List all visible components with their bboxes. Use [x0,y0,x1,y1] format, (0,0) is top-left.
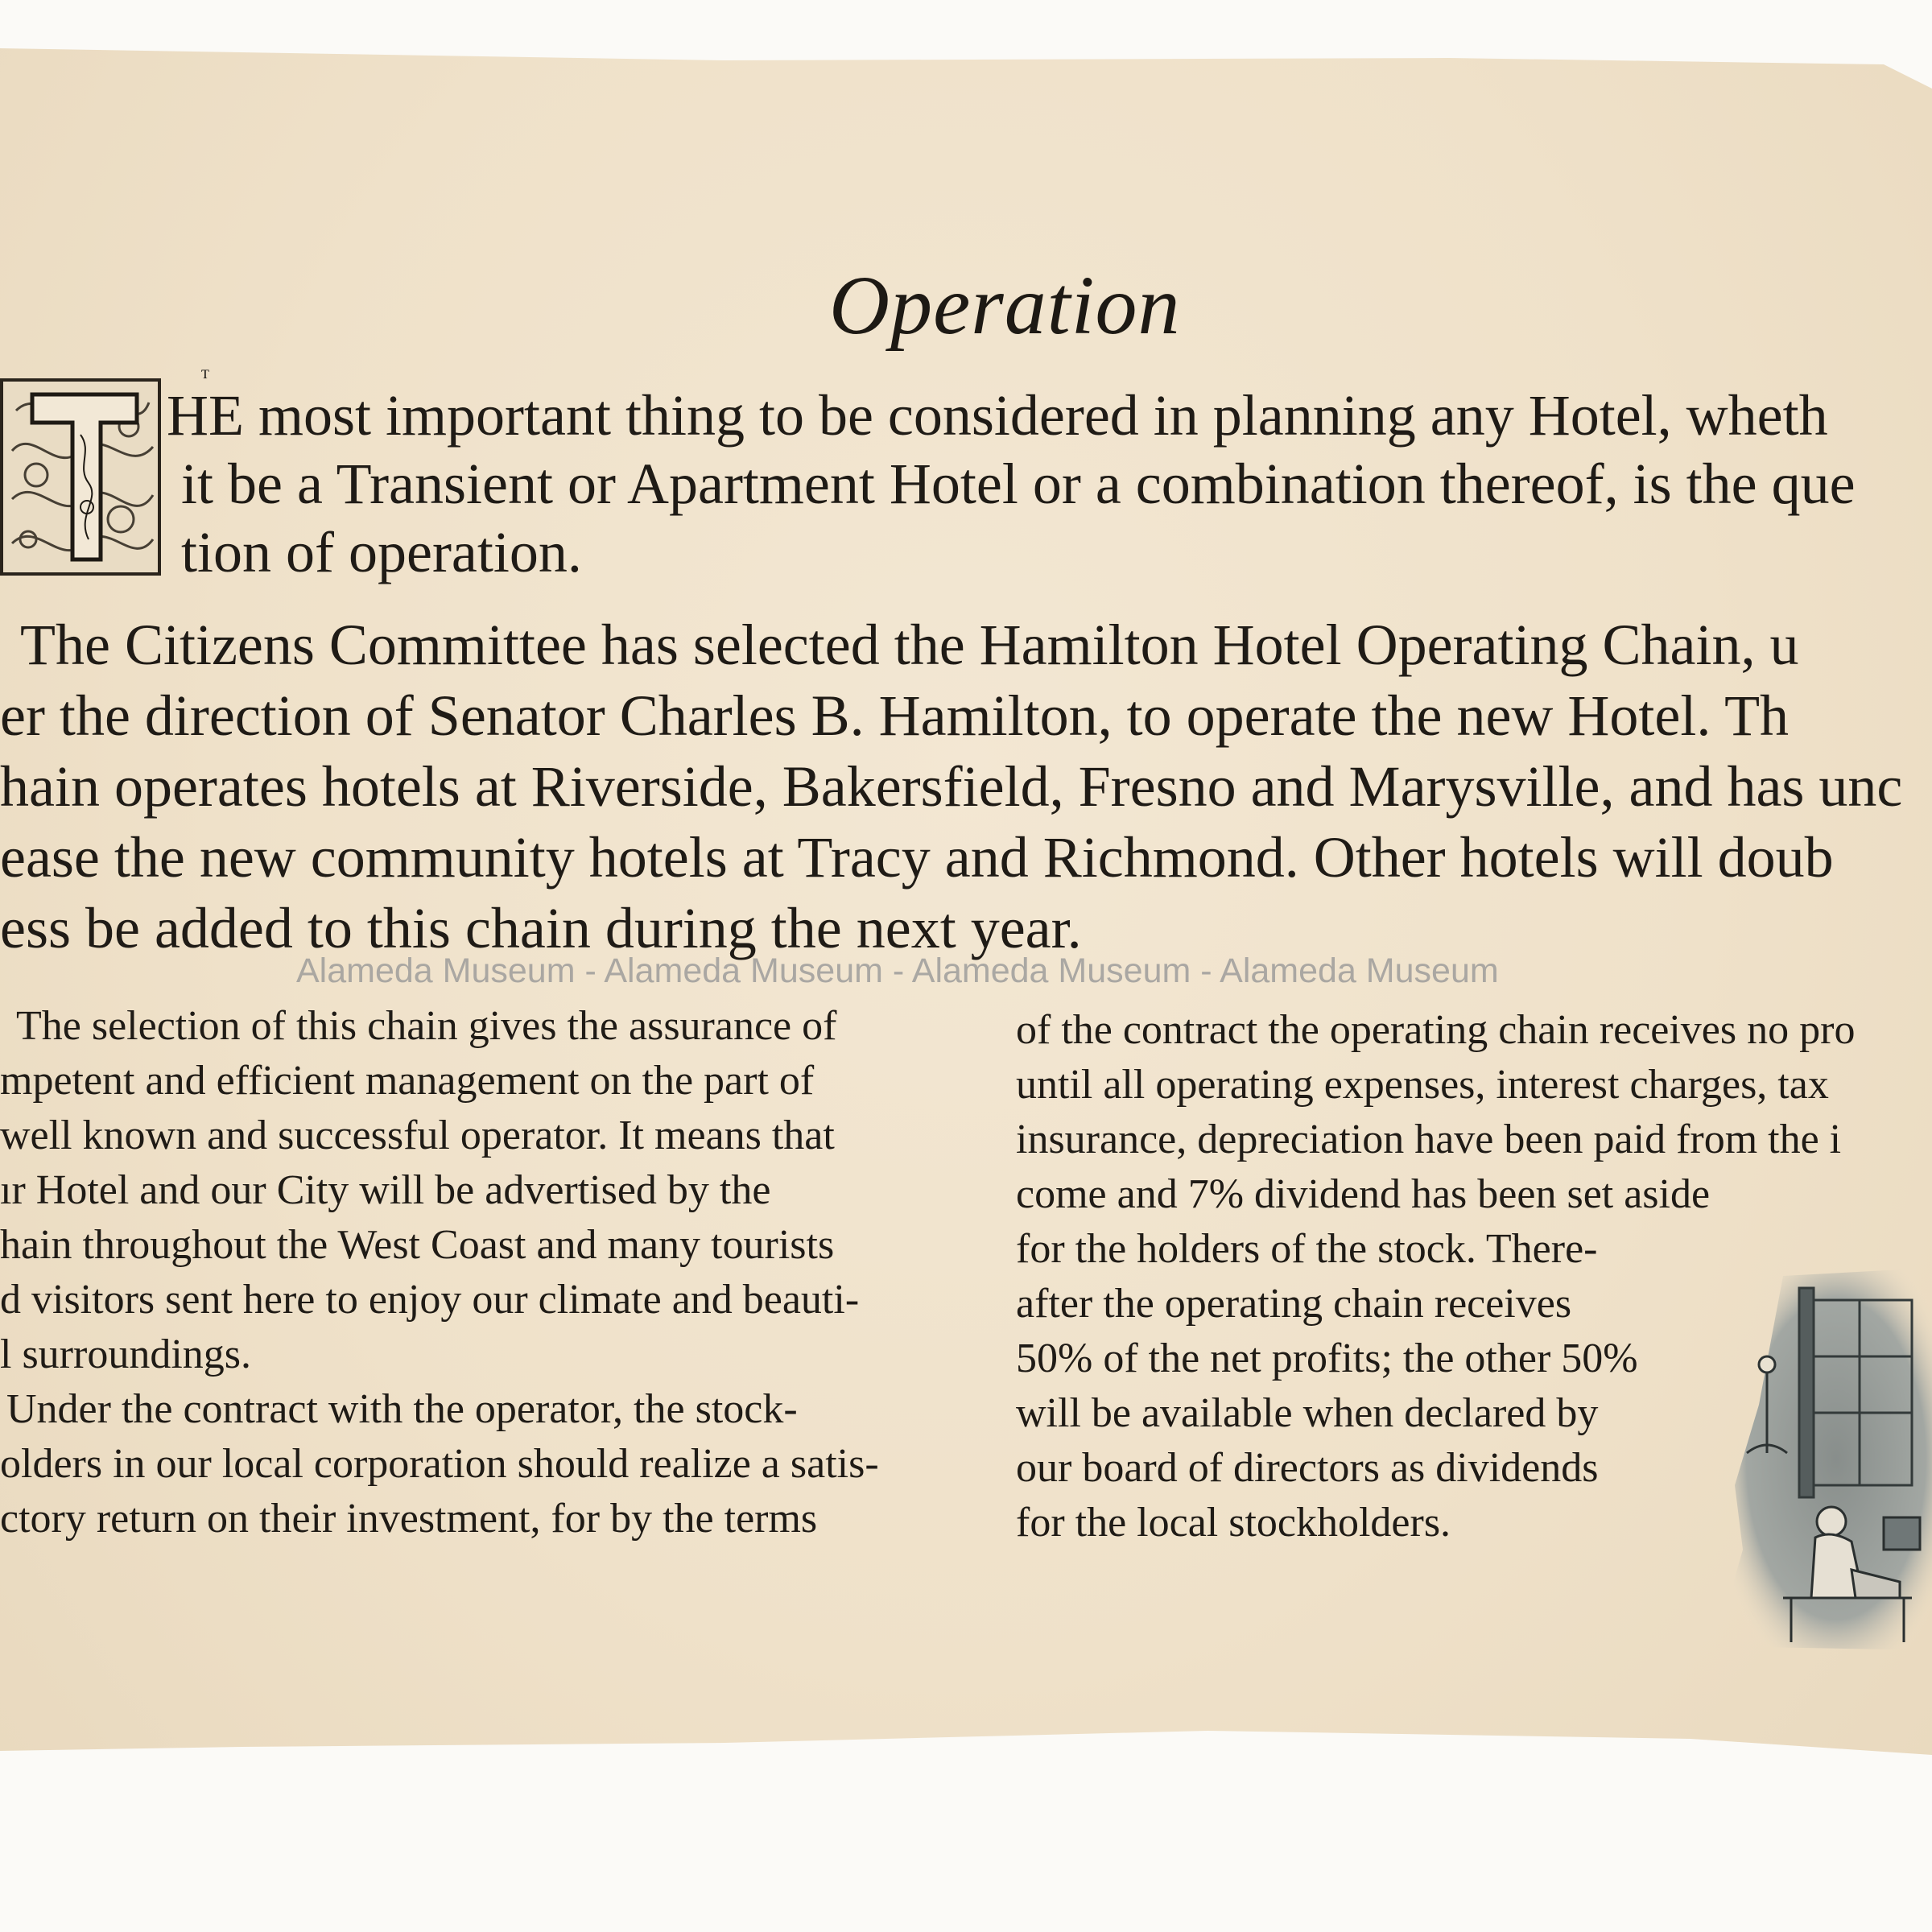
watermark: Alameda Museum - Alameda Museum - Alameda Museum - Alameda Museum [296,952,1499,990]
right-column-line-4: come and 7% dividend has been set aside [1016,1171,1711,1217]
right-column-line-3: insurance, depreciation have been paid from the i [1016,1117,1842,1162]
paragraph1-line-1: HE most important thing to be considered in planning any Hotel, wheth [167,383,1828,448]
paragraph2-line-5: ess be added to this chain during the next year. [0,896,1082,960]
left-column-line-7: l surroundings. [0,1331,251,1377]
paragraph2-line-4: ease the new community hotels at Tracy and Richmond. Other hotels will doub [0,825,1834,890]
right-column-line-5: for the holders of the stock. There- [1016,1226,1598,1272]
interior-illustration [1711,1244,1932,1658]
right-column-line-8: will be available when declared by [1016,1390,1599,1436]
left-column-line-10: ctory return on their investment, for by the terms [0,1496,818,1542]
right-column-line-7: 50% of the net profits; the other 50% [1016,1335,1638,1381]
paragraph1-line-3: tion of operation. [181,520,582,584]
right-column-line-6: after the operating chain receives [1016,1281,1572,1327]
right-column-line-10: for the local stockholders. [1016,1500,1451,1546]
left-column-line-9: olders in our local corporation should realize a satis- [0,1441,879,1487]
left-column-line-6: d visitors sent here to enjoy our climate and beauti- [0,1277,860,1323]
left-column-line-4: ır Hotel and our City will be advertised by the [0,1167,771,1213]
ornamental-drop-cap [0,368,209,576]
right-column-line-9: our board of directors as dividends [1016,1445,1599,1491]
drop-cap-letter: T [201,368,209,382]
paragraph2-line-1: The Citizens Committee has selected the Hamilton Hotel Operating Chain, u [20,613,1799,677]
left-column-line-2: mpetent and efficient management on the part of [0,1058,815,1104]
left-column-line-5: hain throughout the West Coast and many tourists [0,1222,835,1268]
left-column-line-3: well known and successful operator. It means that [0,1113,835,1158]
paragraph2-line-2: er the direction of Senator Charles B. Hamilton, to operate the new Hotel. Th [0,683,1790,748]
paragraph1-line-2: it be a Transient or Apartment Hotel or a combination thereof, is the que [181,452,1856,516]
left-column-line-1: The selection of this chain gives the assurance of [16,1003,837,1049]
left-column-line-8: Under the contract with the operator, the stock- [6,1386,798,1432]
right-column-line-1: of the contract the operating chain receives no pro [1016,1007,1856,1053]
right-column-line-2: until all operating expenses, interest charges, tax [1016,1062,1829,1108]
page-title: Operation [829,259,1181,352]
paragraph2-line-3: hain operates hotels at Riverside, Bakersfield, Fresno and Marysville, and has unc [0,754,1903,819]
